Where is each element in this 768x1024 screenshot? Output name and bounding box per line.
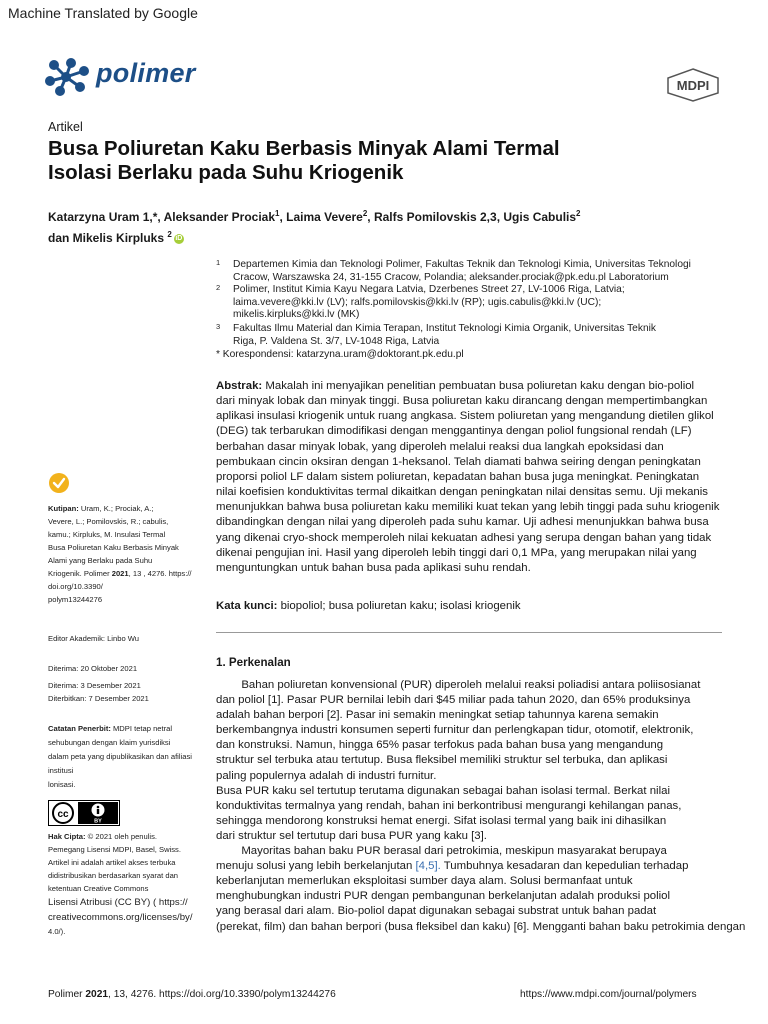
svg-text:cc: cc xyxy=(57,809,69,820)
citation-year: 2021 xyxy=(111,569,129,578)
section-divider xyxy=(216,632,722,633)
mdpi-logo-text: MDPI xyxy=(676,78,710,93)
footer-citation xyxy=(48,989,336,1000)
title-line: Isolasi Berlaku pada Suhu Kriogenik xyxy=(48,161,404,184)
citation-line: doi.org/10.3390/ xyxy=(48,582,103,591)
affiliation-line: Riga, P. Valdena St. 3/7, LV-1048 Riga, Latvia xyxy=(233,335,440,347)
body-line: menghubungkan industri PUR dengan pembangunan berkelanjutan adalah produksi poliol xyxy=(216,890,671,903)
author-text: , Laima Vevere xyxy=(279,210,363,224)
body-line: Mayoritas bahan baku PUR berasal dari petrokimia, meskipun masyarakat berupaya xyxy=(216,845,667,858)
abstract-label: Abstrak: xyxy=(216,380,263,392)
copyright-line: 4.0/). xyxy=(48,927,66,936)
copyright-line: ketentuan Creative Commons xyxy=(48,884,149,893)
author-sup: 2 xyxy=(576,209,581,218)
citation-line: Busa Poliuretan Kaku Berbasis Minyak xyxy=(48,543,179,552)
body-line: konduktivitas termalnya yang rendah, bahan ini berkontribusi mengurangi kehilangan panas, xyxy=(216,799,682,812)
check-for-updates-icon[interactable] xyxy=(48,472,70,499)
footer-text: Polimer xyxy=(48,989,86,1000)
affiliation-number: 2 xyxy=(216,283,221,292)
publisher-note-line: lonisasi. xyxy=(48,780,76,789)
article-type: Artikel xyxy=(48,120,83,134)
abstract-line: aplikasi insulasi kriogenik untuk ruang angkasa. Sistem poliuretan yang mengandung dietilen glikol xyxy=(216,410,714,423)
author-sup: 2 xyxy=(362,209,368,218)
author-text: dan Mikelis Kirpluks xyxy=(48,231,165,245)
date-published: Diterbitkan: 7 Desember 2021 xyxy=(48,694,149,703)
body-line: sehingga mendorong konstruksi hemat energi. Sifat isolasi termal yang baik ini dihasilkan xyxy=(216,814,667,827)
body-line: (perekat, film) dan bahan berpori (busa fleksibel dan kaku) [6]. Mengganti bahan baku petrokimia dengan xyxy=(216,920,746,933)
copyright-line: didistribusikan berdasarkan syarat dan xyxy=(48,871,179,880)
affiliation-line: Fakultas Ilmu Material dan Kimia Terapan, Institut Teknologi Kimia Organik, Universitas Teknik xyxy=(233,323,656,334)
date-received: Diterima: 20 Oktober 2021 xyxy=(48,664,138,673)
affiliation-number: 3 xyxy=(216,322,221,331)
affiliation-line: Polimer, Institut Kimia Kayu Negara Latvia, Dzerbenes Street 27, LV-1006 Riga, Latvia; xyxy=(233,284,625,295)
paper-title xyxy=(48,137,688,185)
copyright-block xyxy=(48,830,218,938)
abstract-line: dibandingkan dengan nilai yang diperoleh pada suhu kamar. Uji adhesi menunjukkan bahwa busa xyxy=(216,516,709,529)
footer-doi[interactable]: , 13, 4276. https://doi.org/10.3390/polym13244276 xyxy=(108,989,336,1000)
abstract-line: yang dikenai cryo-shock memperoleh nilai kekuatan adhesi yang serupa dengan bahan yang tidak xyxy=(216,531,712,544)
journal-logo-icon xyxy=(44,57,90,102)
body-line: yang berasal dari alam. Bio-poliol dapat digunakan sebagai substrat untuk bahan padat xyxy=(216,905,657,918)
citation-line: Uram, K.; Prociak, A.; xyxy=(78,504,154,513)
citation-line: kamu.; Kirpluks, M. Insulasi Termal xyxy=(48,530,166,539)
license-link[interactable]: creativecommons.org/licenses/by/ xyxy=(48,912,193,923)
publisher-note-line: sehubungan dengan klaim yurisdiksi xyxy=(48,738,171,747)
keywords-text: biopoliol; busa poliuretan kaku; isolasi kriogenik xyxy=(277,600,521,612)
journal-name: polimer xyxy=(96,58,196,88)
author-sup: 2 xyxy=(167,230,172,239)
body-text xyxy=(216,678,768,935)
affiliation-line: Cracow, Warszawska 24, 31-155 Cracow, Polandia; aleksander.prociak@pk.edu.pl Laboratorium xyxy=(233,271,669,283)
citation-line: Alami yang Berlaku pada Suhu xyxy=(48,556,153,565)
body-line: struktur sel terbuka atau tertutup. Busa fleksibel memiliki struktur sel terbuka, dan aplikasi xyxy=(216,754,668,767)
citation-line: Vevere, L.; Pomilovskis, R.; cabulis, xyxy=(48,517,169,526)
section-heading: 1. Perkenalan xyxy=(216,656,291,669)
copyright-line: Pemegang Lisensi MDPI, Basel, Swiss. xyxy=(48,845,181,854)
abstract-line: (DEG) tak terbarukan dimodifikasi dengan menggantinya dengan poliol fungsional rendah (LF) xyxy=(216,425,692,438)
author-text: , Ralfs Pomilovskis 2,3, Ugis Cabulis xyxy=(367,210,577,224)
citation-link[interactable]: [4,5]. xyxy=(415,860,441,873)
body-line: dan poliol [1]. Pasar PUR bernilai lebih dari $45 miliar pada tahun 2020, dan 65% produksinya xyxy=(216,694,691,707)
copyright-line: Lisensi Atribusi (CC BY) ( https:// xyxy=(48,897,188,908)
abstract xyxy=(216,379,734,576)
date-accepted: Diterima: 3 Desember 2021 xyxy=(48,681,141,690)
body-line: paling populernya adalah di industri furnitur. xyxy=(216,769,437,782)
affiliation-number: 1 xyxy=(216,258,221,267)
abstract-line: menunjukkan bahwa busa poliuretan kaku memiliki kuat tekan yang lebih tinggi pada suhu kriogenik xyxy=(216,501,720,514)
copyright-label: Hak Cipta: xyxy=(48,832,86,841)
affiliation-line: Departemen Kimia dan Teknologi Polimer, Fakultas Teknik dan Teknologi Kimia, Universitas Teknologi xyxy=(233,259,691,270)
abstract-line: proporsi poliol LF dalam sistem poliuretan, kepadatan bahan busa juga meningkat. Peningkatan xyxy=(216,470,700,483)
publisher-note-line: dalam peta yang dipublikasikan dan afiliasi institusi xyxy=(48,752,192,775)
citation-line: Kriogenik. Polimer xyxy=(48,569,112,578)
copyright-line: Artikel ini adalah artikel akses terbuka xyxy=(48,858,176,867)
citation-block xyxy=(48,502,218,606)
title-line: Busa Poliuretan Kaku Berbasis Minyak Alami Termal xyxy=(48,137,560,160)
body-line: adalah bahan berpori [2]. Pasar ini semakin meningkat setiap tahunnya karena semakin xyxy=(216,709,659,722)
body-line: keberlanjutan memerlukan eksploitasi sumber daya alam. Solusi bermanfaat untuk xyxy=(216,875,633,888)
cc-by-license-badge[interactable] xyxy=(48,800,120,831)
publisher-note-label: Catatan Penerbit: xyxy=(48,724,111,733)
mdpi-logo xyxy=(666,68,720,107)
body-line: dari struktur sel tertutup dari busa PUR yang kaku [3]. xyxy=(216,829,487,842)
body-line: berkembangnya industri konsumen seperti furnitur dan perlengkapan tidur, otomotif, elektronik, xyxy=(216,724,694,737)
abstract-line: berbahan dasar minyak lobak, yang diperoleh melalui reaksi dua langkah epoksidasi dan xyxy=(216,440,664,453)
abstract-line: nilai koefisien konduktivitas termal dikaitkan dengan peningkatan nilai densitas semu. Uji mekanis xyxy=(216,486,708,499)
body-line: menuju solusi yang lebih berkelanjutan xyxy=(216,860,416,873)
footer-journal-url[interactable]: https://www.mdpi.com/journal/polymers xyxy=(520,989,697,1000)
citation-line: polym13244276 xyxy=(48,595,103,604)
body-line: Tumbuhnya kesadaran dan kepedulian terhadap xyxy=(440,860,689,873)
abstract-line: menguntungkan untuk bahan busa pada aplikasi suhu rendah. xyxy=(216,561,531,574)
abstract-line: dari minyak lobak dan minyak tinggi. Busa poliuretan kaku dirancang dengan mempertimbangkan xyxy=(216,395,708,408)
machine-translated-banner: Machine Translated by Google xyxy=(8,5,198,21)
cc-by-text: BY xyxy=(94,818,102,825)
copyright-line: © 2021 oleh penulis. xyxy=(85,832,158,841)
body-line: Busa PUR kaku sel tertutup terutama digunakan sebagai bahan isolasi termal. Berkat nilai xyxy=(216,784,670,797)
correspondence: * Korespondensi: katarzyna.uram@doktorant.pk.edu.pl xyxy=(216,349,464,360)
publisher-note xyxy=(48,722,218,792)
body-line: dan konstruksi. Namun, hingga 65% pasar terfokus pada bahan busa yang mengandung xyxy=(216,739,664,752)
publisher-note-line: MDPI tetap netral xyxy=(110,724,173,733)
keywords-label: Kata kunci: xyxy=(216,600,278,612)
abstract-line: dikenai pengujian ini. Hasil yang diperoleh lebih tinggi dari 0,1 MPa, yang merupakan nilai yang xyxy=(216,546,697,559)
footer-year: 2021 xyxy=(85,989,109,1000)
author-list xyxy=(48,205,648,247)
affiliation-line: laima.vevere@kki.lv (LV); ralfs.pomilovskis@kki.lv (RP); ugis.cabulis@kki.lv (UC); xyxy=(233,296,602,308)
academic-editor: Editor Akademik: Linbo Wu xyxy=(48,634,140,643)
body-line: Bahan poliuretan konvensional (PUR) diperoleh melalui reaksi poliadisi antara poliisosianat xyxy=(216,679,701,691)
orcid-icon[interactable]: iD xyxy=(175,234,183,242)
keywords xyxy=(216,600,734,612)
affiliation-line: mikelis.kirpluks@kki.lv (MK) xyxy=(233,309,360,320)
citation-line: , 13 , 4276. https:// xyxy=(128,569,192,578)
author-text: Katarzyna Uram 1,*, Aleksander Prociak xyxy=(48,210,275,224)
author-sup: 1 xyxy=(275,209,280,218)
abstract-line: pembukaan cincin oksiran dengan 1-heksanol. Telah diamati bahwa seiring dengan peningkatan xyxy=(216,455,701,468)
citation-label: Kutipan: xyxy=(48,504,79,513)
abstract-line: Makalah ini menyajikan penelitian pembuatan busa poliuretan kaku dengan bio-poliol xyxy=(262,380,695,392)
